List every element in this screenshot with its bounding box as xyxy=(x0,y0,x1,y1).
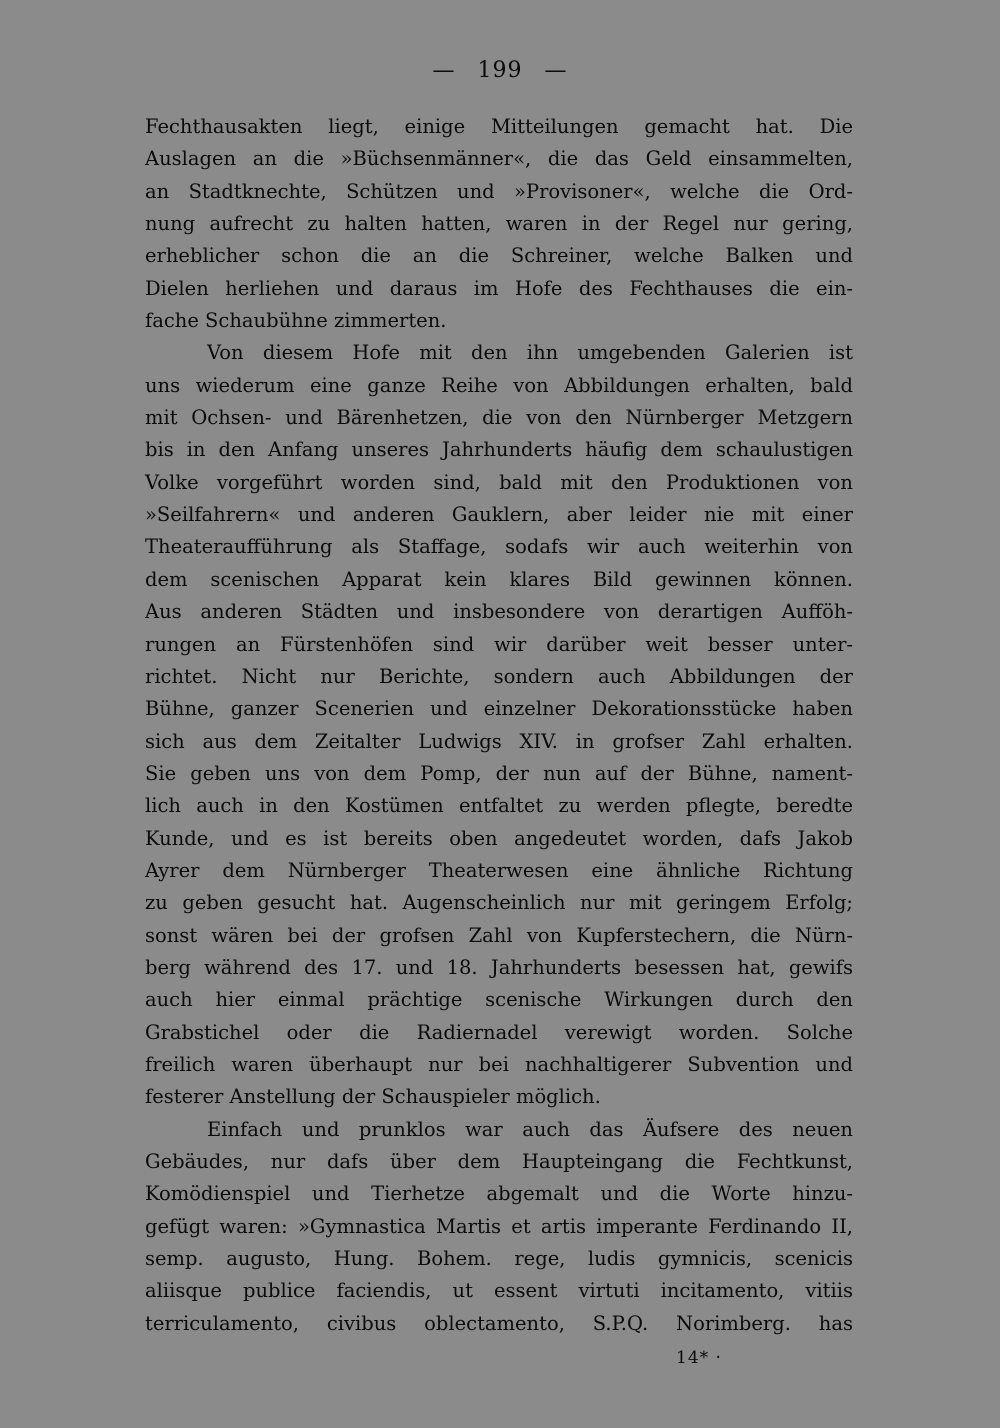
text-line: Sie geben uns von dem Pomp, der nun auf der Bühne, nament- xyxy=(145,761,853,785)
text-line: rungen an Fürstenhöfen sind wir darüber weit besser unter- xyxy=(145,632,853,656)
text-line: Kunde, und es ist bereits oben angedeutet worden, dafs Jakob xyxy=(145,826,853,850)
text-line: Grabstichel oder die Radiernadel verewigt worden. Solche xyxy=(145,1020,853,1044)
text-line: Von diesem Hofe mit den ihn umgebenden Galerien ist xyxy=(207,341,853,365)
text-line: bis in den Anfang unseres Jahrhunderts häufig dem schaulustigen xyxy=(145,438,853,462)
text-line: Einfach und prunklos war auch das Äufsere des neuen xyxy=(207,1117,853,1141)
text-line: zu geben gesucht hat. Augenscheinlich nur mit geringem Erfolg; xyxy=(145,891,853,915)
text-line: Volke vorgeführt worden sind, bald mit den Produktionen von xyxy=(145,470,853,494)
text-line: »Seilfahrern« und anderen Gauklern, aber leider nie mit einer xyxy=(145,503,853,527)
text-line: berg während des 17. und 18. Jahrhunderts besessen hat, gewifs xyxy=(145,955,853,979)
page-number-header: — 199 — xyxy=(432,58,568,83)
text-line: Aus anderen Städten und insbesondere von derartigen Aufföh- xyxy=(145,600,853,624)
text-line: sich aus dem Zeitalter Ludwigs XIV. in grofser Zahl erhalten. xyxy=(145,729,853,753)
text-line: freilich waren überhaupt nur bei nachhaltigerer Subvention und xyxy=(145,1052,853,1076)
text-line: sonst wären bei der grofsen Zahl von Kupferstechern, die Nürn- xyxy=(145,923,853,947)
text-line: Theateraufführung als Staffage, sodafs wir auch weiterhin von xyxy=(145,535,853,559)
signature-mark: 14* · xyxy=(676,1348,722,1368)
text-line: semp. augusto, Hung. Bohem. rege, ludis gymnicis, scenicis xyxy=(145,1247,853,1271)
text-line: terriculamento, civibus oblectamento, S.P.Q. Norimberg. has xyxy=(145,1311,853,1335)
text-line: erheblicher schon die an die Schreiner, welche Balken und xyxy=(145,244,853,268)
text-line: Komödienspiel und Tierhetze abgemalt und die Worte hinzu- xyxy=(145,1182,853,1206)
text-line: aliisque publice faciendis, ut essent virtuti incitamento, vitiis xyxy=(145,1279,853,1303)
text-line: dem scenischen Apparat kein klares Bild gewinnen können. xyxy=(145,567,853,591)
text-line: Gebäudes, nur dafs über dem Haupteingang die Fechtkunst, xyxy=(145,1150,853,1173)
text-line: Fechthausakten liegt, einige Mitteilungen gemacht hat. Die xyxy=(145,115,853,138)
text-line: lich auch in den Kostümen entfaltet zu werden pflegte, beredte xyxy=(145,794,853,818)
text-line: fache Schaubühne zimmerten. xyxy=(145,309,447,333)
body-text xyxy=(145,111,853,1340)
text-line: richtet. Nicht nur Berichte, sondern auch Abbildungen der xyxy=(145,664,853,688)
text-line: festerer Anstellung der Schauspieler möglich. xyxy=(145,1085,601,1109)
text-line: gefügt waren: »Gymnastica Martis et artis imperante Ferdinando II, xyxy=(145,1214,853,1238)
text-line: auch hier einmal prächtige scenische Wirkungen durch den xyxy=(145,988,853,1012)
text-line: Auslagen an die »Büchsenmänner«, die das Geld einsammelten, xyxy=(145,147,853,171)
text-line: uns wiederum eine ganze Reihe von Abbildungen erhalten, bald xyxy=(145,373,853,397)
text-line: an Stadtknechte, Schützen und »Provisoner«, welche die Ord- xyxy=(145,179,853,203)
text-line: nung aufrecht zu halten hatten, waren in der Regel nur gering, xyxy=(145,212,853,236)
text-line: Dielen herliehen und daraus im Hofe des Fechthauses die ein- xyxy=(145,276,853,300)
text-line: Bühne, ganzer Scenerien und einzelner Dekorationsstücke haben xyxy=(145,697,853,721)
text-line: mit Ochsen- und Bärenhetzen, die von den Nürnberger Metzgern xyxy=(145,406,853,430)
text-line: Ayrer dem Nürnberger Theaterwesen eine ähnliche Richtung xyxy=(145,858,853,882)
